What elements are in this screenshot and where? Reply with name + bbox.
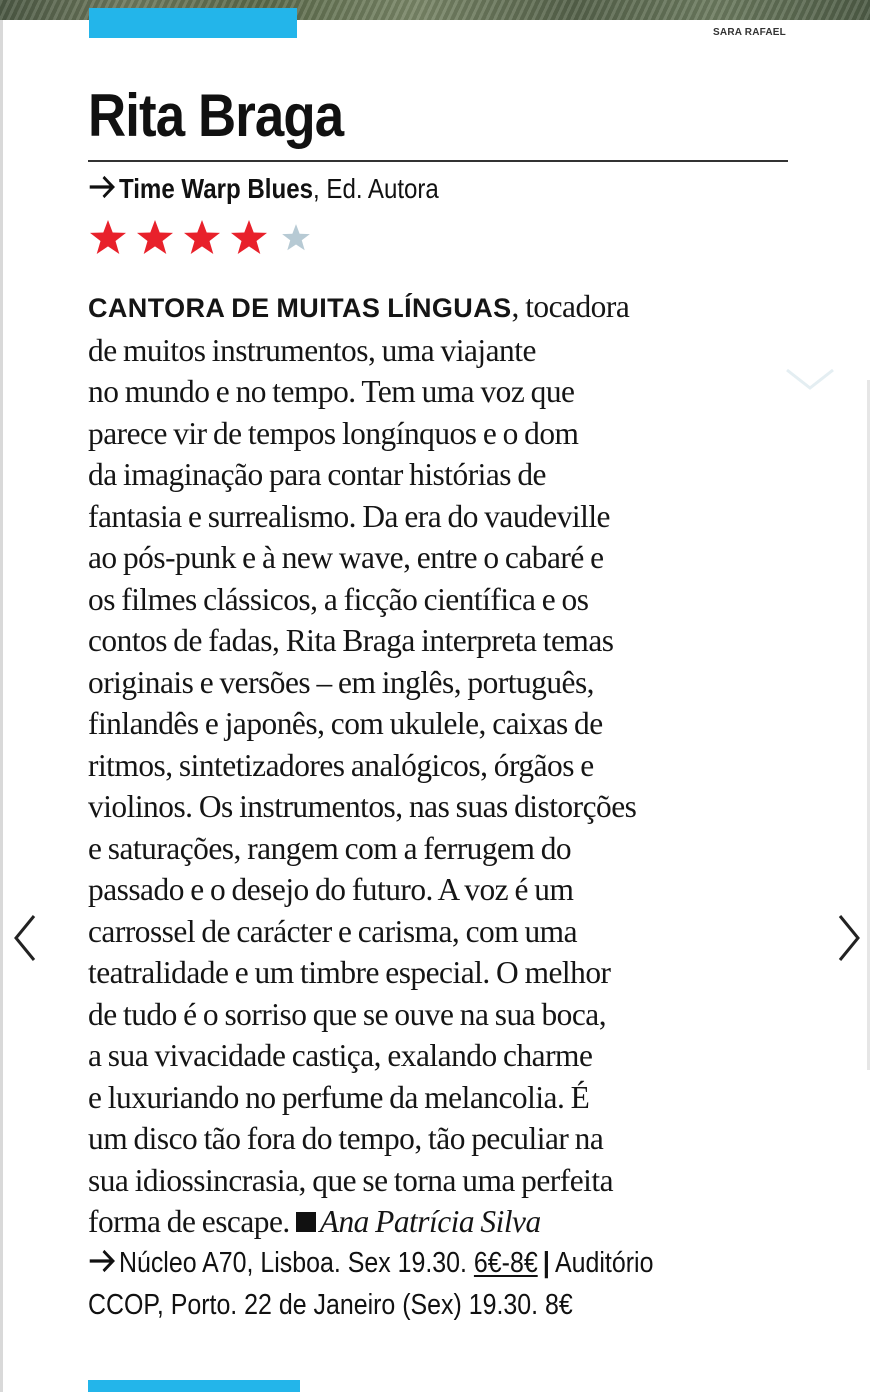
body-line	[88, 828, 788, 870]
star-filled-icon	[135, 218, 175, 258]
body-line	[88, 579, 788, 621]
body-line-text: um disco tão fora do tempo, tão peculiar na	[88, 1121, 604, 1156]
photo-credit: SARA RAFAEL	[713, 27, 786, 38]
venue-lisboa: Núcleo A70, Lisboa. Sex 19.30.	[118, 1247, 474, 1279]
body-line	[88, 620, 788, 662]
body-line-text: contos de fadas, Rita Braga interpreta temas	[88, 623, 614, 658]
body-line	[88, 1160, 788, 1202]
chevron-left-icon[interactable]	[10, 912, 40, 964]
bottom-accent-bar	[88, 1380, 300, 1392]
body-line	[88, 745, 788, 787]
venue-porto-start: Auditório	[555, 1247, 654, 1279]
body-line	[88, 1201, 788, 1243]
venue-line-1	[88, 1242, 767, 1284]
venue-line-2: CCOP, Porto. 22 de Janeiro (Sex) 19.30. 8€	[88, 1289, 573, 1321]
body-line: , tocadora	[511, 289, 630, 324]
star-empty-icon	[276, 218, 316, 258]
star-rating	[88, 218, 323, 258]
title-divider	[88, 160, 788, 162]
star-filled-icon	[182, 218, 222, 258]
body-line-text: carrossel de carácter e carisma, com uma	[88, 913, 578, 949]
body-line-text: ritmos, sintetizadores analógicos, órgãos e	[88, 747, 594, 783]
body-line	[88, 371, 788, 413]
body-line	[88, 952, 788, 994]
body-line-text: os filmes clássicos, a ficção científica e os	[88, 581, 589, 617]
body-line-text: no mundo e no tempo. Tem uma voz que	[88, 374, 575, 409]
body-line-text: forma de escape.	[88, 1204, 290, 1239]
body-line	[88, 1035, 788, 1077]
body-line-first	[88, 286, 788, 330]
body-line	[88, 662, 788, 704]
body-line-text: ao pós-punk e à new wave, entre o cabaré e	[88, 540, 604, 575]
body-line	[88, 786, 788, 828]
body-line-text: parece vir de tempos longínquos e o dom	[88, 415, 579, 451]
body-line-text: violinos. Os instrumentos, nas suas distorções	[88, 789, 637, 824]
body-line	[88, 454, 788, 496]
body-line	[88, 703, 788, 745]
body-line-text: e luxuriando no perfume da melancolia. É	[88, 1079, 590, 1115]
album-label: , Ed. Autora	[312, 173, 439, 204]
body-line	[88, 537, 788, 579]
chevron-right-icon[interactable]	[834, 912, 864, 964]
star-filled-icon	[88, 218, 128, 258]
review-body	[88, 286, 788, 1243]
body-line-text: passado e o desejo do futuro. A voz é um	[88, 872, 574, 907]
body-line	[88, 911, 788, 953]
star-filled-icon	[229, 218, 269, 258]
body-line-text: de tudo é o sorriso que se ouve na sua boca,	[88, 996, 607, 1032]
body-line	[88, 496, 788, 538]
body-line-text: originais e versões – em inglês, português,	[88, 664, 595, 700]
end-square-icon	[296, 1212, 316, 1232]
body-line-text: fantasia e surrealismo. Da era do vaudeville	[88, 498, 610, 534]
body-line-text: da imaginação para contar histórias de	[88, 457, 546, 492]
body-line	[88, 1118, 788, 1160]
body-line	[88, 994, 788, 1036]
album-line	[88, 170, 439, 208]
body-line	[88, 1077, 788, 1119]
page-edge	[0, 20, 3, 1392]
body-line-text: a sua vivacidade castiça, exalando charme	[88, 1038, 593, 1073]
body-line-text: de muitos instrumentos, uma viajante	[88, 332, 536, 368]
body-line	[88, 869, 788, 911]
lead-in: CANTORA DE MUITAS LÍNGUAS	[88, 293, 512, 323]
album-title: Time Warp Blues	[118, 173, 313, 204]
arrow-right-icon	[88, 174, 119, 200]
body-line	[88, 330, 788, 372]
venue-info	[88, 1242, 767, 1326]
body-line-text: sua idiossincrasia, que se torna uma perfeita	[88, 1162, 614, 1198]
top-accent-bar	[89, 8, 297, 38]
chevron-down-icon[interactable]	[784, 366, 836, 394]
review-author: Ana Patrícia Silva	[319, 1204, 541, 1239]
body-line-text: teatralidade e um timbre especial. O melhor	[88, 955, 611, 990]
venue-separator: |	[542, 1247, 550, 1279]
artist-title: Rita Braga	[88, 82, 344, 149]
body-line-text: finlandês e japonês, com ukulele, caixas de	[88, 706, 603, 741]
body-line	[88, 413, 788, 455]
arrow-right-icon	[88, 1248, 119, 1274]
body-line-text: e saturações, rangem com a ferrugem do	[88, 830, 572, 866]
price-lisboa: 6€-8€	[473, 1247, 538, 1279]
